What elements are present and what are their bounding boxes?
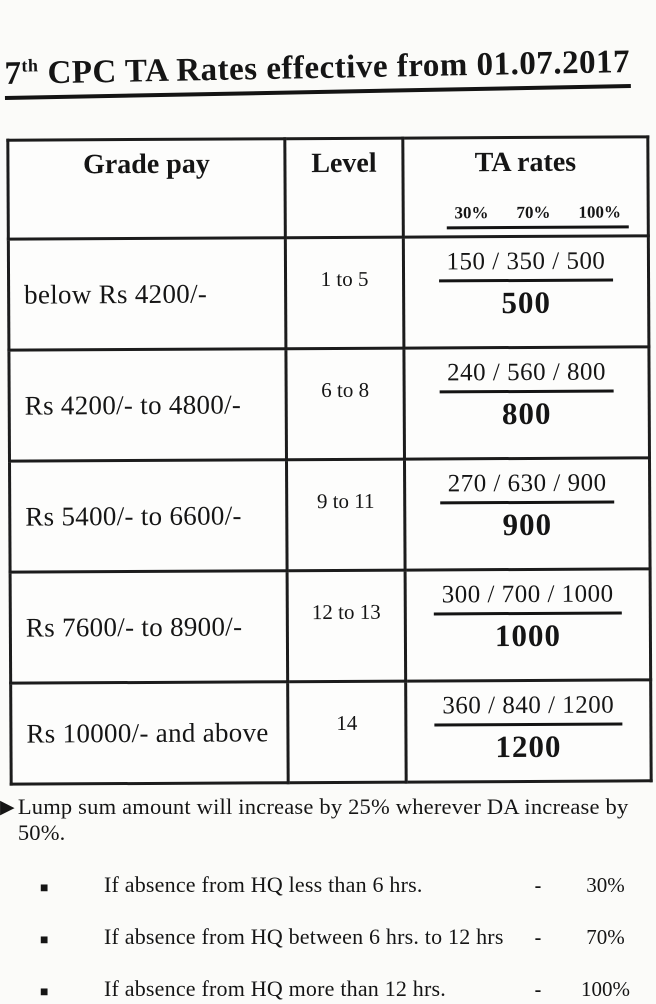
arrow-bullet-icon: ▶ (0, 797, 15, 818)
square-bullet-icon: ■ (40, 881, 49, 896)
condition-value: 30% (586, 873, 625, 897)
title-text (4, 44, 630, 92)
title-underline (4, 44, 630, 100)
rates-fraction: 240 / 560 / 800 (439, 359, 614, 394)
list-item (0, 924, 656, 950)
grade-pay-cell: Rs 4200/- to 4800/- (9, 349, 287, 461)
table-row (11, 680, 652, 784)
ta-rates-label: TA rates (474, 146, 577, 179)
table-row (9, 347, 650, 461)
square-bullet-icon: ■ (40, 985, 49, 1000)
ta-rates-table (6, 135, 652, 785)
title-rest: CPC TA Rates effective from 01.07.2017 (47, 43, 631, 92)
condition-separator: - (534, 875, 542, 897)
level-cell: 12 to 13 (287, 570, 406, 682)
grade-pay-cell: Rs 5400/- to 6600/- (9, 460, 287, 572)
title-number: 7 (4, 55, 22, 93)
rates-amount: 800 (501, 395, 552, 432)
column-header-level: Level (285, 138, 404, 238)
percent-label-30: 30% (454, 203, 489, 223)
rates-fraction: 360 / 840 / 1200 (434, 691, 622, 726)
level-cell: 6 to 8 (286, 348, 405, 460)
rates-amount: 1200 (495, 728, 562, 765)
condition-text: If absence from HQ between 6 hrs. to 12 hrs (104, 924, 504, 949)
grade-pay-cell: Rs 10000/- and above (11, 682, 289, 784)
percent-label-100: 100% (578, 202, 622, 222)
percent-labels (446, 202, 629, 229)
page-title (4, 44, 653, 100)
condition-text: If absence from HQ less than 6 hrs. (104, 872, 423, 897)
percent-label-70: 70% (516, 202, 551, 223)
condition-text: If absence from HQ more than 12 hrs. (104, 976, 446, 1001)
lump-sum-note-text: Lump sum amount will increase by 25% wherever DA increase by 50%. (17, 794, 629, 845)
rates-cell (406, 680, 652, 782)
level-cell: 9 to 11 (286, 459, 405, 571)
lump-sum-note (0, 794, 656, 846)
rates-cell (405, 569, 651, 681)
list-item (0, 976, 656, 1002)
rates-amount: 1000 (494, 617, 562, 654)
condition-value: 100% (581, 977, 630, 1001)
list-item (0, 872, 656, 898)
column-header-ta-rates (403, 137, 649, 237)
condition-value: 70% (586, 925, 625, 949)
rates-fraction: 150 / 350 / 500 (438, 248, 613, 283)
title-superscript: th (21, 55, 39, 76)
rates-cell (404, 347, 650, 459)
table-row (9, 458, 650, 572)
conditions-list (0, 872, 656, 1002)
grade-pay-cell: below Rs 4200/- (8, 238, 286, 350)
rates-cell (404, 458, 650, 570)
condition-separator: - (534, 927, 542, 949)
grade-pay-cell: Rs 7600/- to 8900/- (10, 571, 288, 683)
ta-rates-header-content (404, 138, 646, 235)
table-row (10, 569, 651, 683)
table-row (8, 236, 649, 350)
rates-amount: 900 (502, 506, 553, 543)
square-bullet-icon: ■ (40, 933, 49, 948)
table-header-row (8, 137, 649, 239)
level-cell: 1 to 5 (285, 237, 404, 349)
rates-amount: 500 (501, 284, 552, 321)
rates-fraction: 270 / 630 / 900 (440, 470, 615, 505)
level-cell: 14 (288, 681, 407, 783)
column-header-grade-pay: Grade pay (8, 139, 286, 239)
condition-separator: - (534, 979, 542, 1001)
rates-cell (403, 236, 649, 348)
rates-fraction: 300 / 700 / 1000 (434, 580, 622, 615)
